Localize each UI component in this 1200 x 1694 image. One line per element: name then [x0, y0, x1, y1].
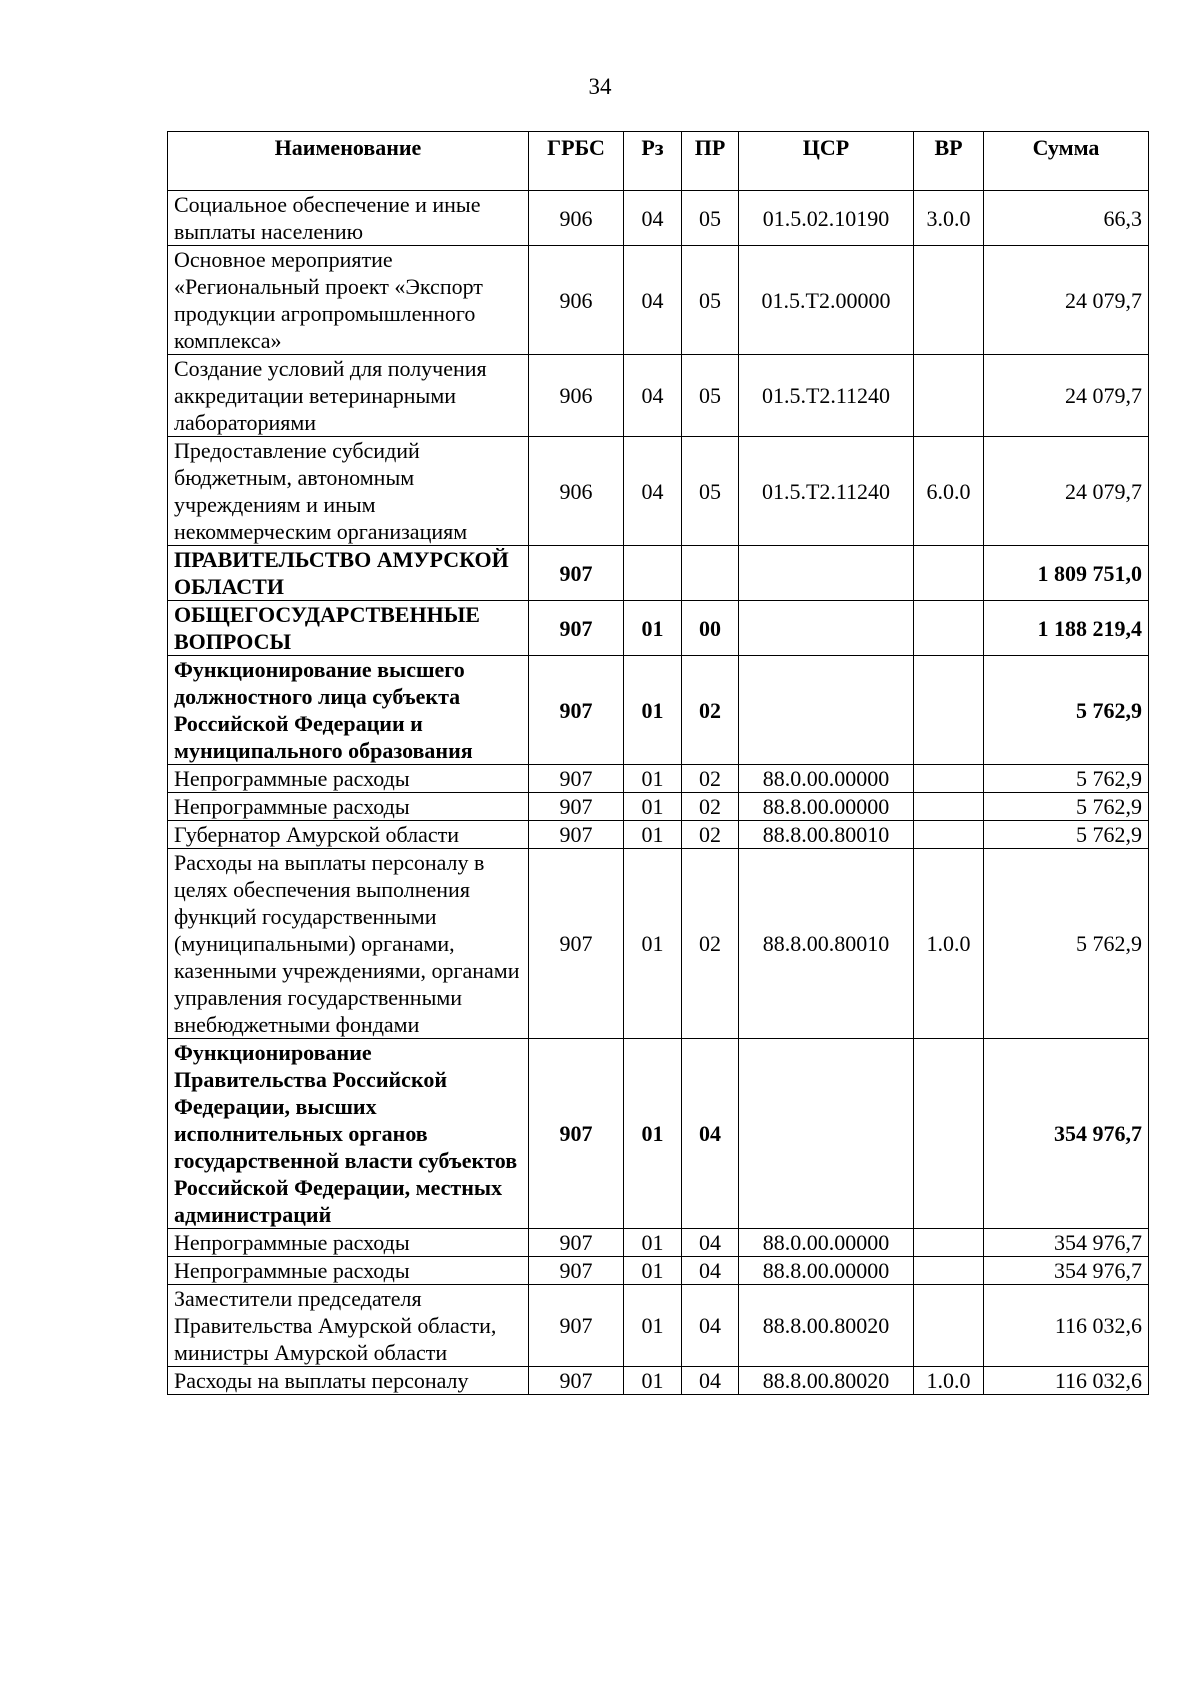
table-row — [168, 1257, 1149, 1285]
row-pr-cell: 02 — [682, 849, 739, 1039]
row-pr-cell: 02 — [682, 765, 739, 793]
table-row — [168, 793, 1149, 821]
row-grbs-cell: 907 — [529, 1257, 624, 1285]
row-csr-cell — [739, 601, 914, 656]
row-rz-cell: 01 — [624, 765, 682, 793]
row-vr-cell — [914, 1257, 984, 1285]
row-name-cell: Непрограммные расходы — [168, 1229, 529, 1257]
row-csr-cell: 88.8.00.00000 — [739, 793, 914, 821]
table-row — [168, 765, 1149, 793]
row-pr-cell: 04 — [682, 1257, 739, 1285]
row-rz-cell: 04 — [624, 191, 682, 246]
row-grbs-cell: 907 — [529, 849, 624, 1039]
row-grbs-cell: 907 — [529, 1285, 624, 1367]
row-grbs-cell: 906 — [529, 246, 624, 355]
row-pr-cell: 05 — [682, 246, 739, 355]
row-name-cell: Предоставление субсидий бюджетным, автономным учреждениям и иным некоммерческим организациям — [168, 437, 529, 546]
table-row — [168, 601, 1149, 656]
row-rz-cell: 01 — [624, 1285, 682, 1367]
row-vr-cell: 3.0.0 — [914, 191, 984, 246]
row-name-cell: Непрограммные расходы — [168, 1257, 529, 1285]
row-pr-cell: 00 — [682, 601, 739, 656]
row-sum-cell: 5 762,9 — [984, 849, 1149, 1039]
row-vr-cell — [914, 1229, 984, 1257]
table-header-row — [168, 132, 1149, 191]
row-pr-cell: 02 — [682, 793, 739, 821]
row-pr-cell: 04 — [682, 1039, 739, 1229]
column-header-pr: ПР — [682, 132, 739, 191]
column-header-sum: Сумма — [984, 132, 1149, 191]
row-grbs-cell: 906 — [529, 355, 624, 437]
row-grbs-cell: 907 — [529, 601, 624, 656]
row-vr-cell — [914, 765, 984, 793]
row-pr-cell: 05 — [682, 355, 739, 437]
row-sum-cell: 1 188 219,4 — [984, 601, 1149, 656]
row-rz-cell: 01 — [624, 1039, 682, 1229]
row-grbs-cell: 907 — [529, 1039, 624, 1229]
row-grbs-cell: 907 — [529, 1229, 624, 1257]
table-body — [168, 191, 1149, 1395]
table-row — [168, 546, 1149, 601]
column-header-csr: ЦСР — [739, 132, 914, 191]
row-pr-cell: 05 — [682, 191, 739, 246]
table-row — [168, 849, 1149, 1039]
table-row — [168, 656, 1149, 765]
row-grbs-cell: 907 — [529, 793, 624, 821]
row-rz-cell: 01 — [624, 1367, 682, 1395]
row-sum-cell: 5 762,9 — [984, 765, 1149, 793]
table-row — [168, 1285, 1149, 1367]
row-csr-cell: 88.8.00.00000 — [739, 1257, 914, 1285]
row-csr-cell — [739, 1039, 914, 1229]
row-rz-cell: 01 — [624, 1257, 682, 1285]
row-csr-cell: 88.0.00.00000 — [739, 1229, 914, 1257]
row-rz-cell: 01 — [624, 793, 682, 821]
budget-table — [167, 131, 1149, 1395]
table-row — [168, 437, 1149, 546]
row-pr-cell — [682, 546, 739, 601]
table-row — [168, 355, 1149, 437]
row-vr-cell — [914, 601, 984, 656]
row-sum-cell: 5 762,9 — [984, 656, 1149, 765]
row-rz-cell: 01 — [624, 601, 682, 656]
table-row — [168, 821, 1149, 849]
page-number: 34 — [588, 74, 612, 99]
row-name-cell: ПРАВИТЕЛЬСТВО АМУРСКОЙ ОБЛАСТИ — [168, 546, 529, 601]
row-pr-cell: 04 — [682, 1229, 739, 1257]
row-grbs-cell: 907 — [529, 656, 624, 765]
row-vr-cell — [914, 246, 984, 355]
row-name-cell: Расходы на выплаты персоналу — [168, 1367, 529, 1395]
row-name-cell: Расходы на выплаты персоналу в целях обеспечения выполнения функций государственными (муниципальными) органами, казенными учреждениями, органами управления государственными внебюджетными фондами — [168, 849, 529, 1039]
row-pr-cell: 04 — [682, 1367, 739, 1395]
row-sum-cell: 24 079,7 — [984, 355, 1149, 437]
column-header-vr: ВР — [914, 132, 984, 191]
row-vr-cell: 1.0.0 — [914, 849, 984, 1039]
row-csr-cell: 88.0.00.00000 — [739, 765, 914, 793]
row-rz-cell: 04 — [624, 437, 682, 546]
row-vr-cell: 1.0.0 — [914, 1367, 984, 1395]
row-sum-cell: 354 976,7 — [984, 1257, 1149, 1285]
row-name-cell: Основное мероприятие «Региональный проект «Экспорт продукции агропромышленного комплекса» — [168, 246, 529, 355]
row-grbs-cell: 907 — [529, 1367, 624, 1395]
row-vr-cell — [914, 821, 984, 849]
row-vr-cell: 6.0.0 — [914, 437, 984, 546]
table-row — [168, 1039, 1149, 1229]
row-rz-cell: 01 — [624, 849, 682, 1039]
row-sum-cell: 5 762,9 — [984, 821, 1149, 849]
column-header-rz: Рз — [624, 132, 682, 191]
row-rz-cell: 01 — [624, 821, 682, 849]
row-sum-cell: 66,3 — [984, 191, 1149, 246]
row-grbs-cell: 907 — [529, 821, 624, 849]
row-name-cell: Непрограммные расходы — [168, 793, 529, 821]
row-sum-cell: 24 079,7 — [984, 437, 1149, 546]
row-csr-cell — [739, 546, 914, 601]
row-rz-cell: 01 — [624, 1229, 682, 1257]
row-vr-cell — [914, 546, 984, 601]
row-vr-cell — [914, 1039, 984, 1229]
row-sum-cell: 5 762,9 — [984, 793, 1149, 821]
row-sum-cell: 1 809 751,0 — [984, 546, 1149, 601]
row-sum-cell: 354 976,7 — [984, 1039, 1149, 1229]
row-sum-cell: 116 032,6 — [984, 1285, 1149, 1367]
row-csr-cell: 88.8.00.80020 — [739, 1367, 914, 1395]
row-sum-cell: 116 032,6 — [984, 1367, 1149, 1395]
row-csr-cell: 88.8.00.80010 — [739, 849, 914, 1039]
row-csr-cell: 01.5.Т2.11240 — [739, 355, 914, 437]
row-vr-cell — [914, 1285, 984, 1367]
row-pr-cell: 02 — [682, 821, 739, 849]
row-csr-cell — [739, 656, 914, 765]
row-pr-cell: 02 — [682, 656, 739, 765]
row-name-cell: Создание условий для получения аккредитации ветеринарными лабораториями — [168, 355, 529, 437]
row-pr-cell: 04 — [682, 1285, 739, 1367]
row-csr-cell: 01.5.Т2.00000 — [739, 246, 914, 355]
row-grbs-cell: 907 — [529, 765, 624, 793]
row-grbs-cell: 907 — [529, 546, 624, 601]
row-pr-cell: 05 — [682, 437, 739, 546]
row-csr-cell: 01.5.Т2.11240 — [739, 437, 914, 546]
row-sum-cell: 354 976,7 — [984, 1229, 1149, 1257]
row-csr-cell: 01.5.02.10190 — [739, 191, 914, 246]
row-rz-cell: 01 — [624, 656, 682, 765]
row-vr-cell — [914, 656, 984, 765]
table-row — [168, 191, 1149, 246]
table-row — [168, 1229, 1149, 1257]
row-rz-cell — [624, 546, 682, 601]
row-vr-cell — [914, 355, 984, 437]
row-name-cell: Заместители председателя Правительства Амурской области, министры Амурской области — [168, 1285, 529, 1367]
row-vr-cell — [914, 793, 984, 821]
row-name-cell: ОБЩЕГОСУДАРСТВЕННЫЕ ВОПРОСЫ — [168, 601, 529, 656]
row-rz-cell: 04 — [624, 355, 682, 437]
row-sum-cell: 24 079,7 — [984, 246, 1149, 355]
row-csr-cell: 88.8.00.80020 — [739, 1285, 914, 1367]
row-rz-cell: 04 — [624, 246, 682, 355]
row-csr-cell: 88.8.00.80010 — [739, 821, 914, 849]
row-name-cell: Социальное обеспечение и иные выплаты населению — [168, 191, 529, 246]
row-grbs-cell: 906 — [529, 191, 624, 246]
table-row — [168, 246, 1149, 355]
row-name-cell: Непрограммные расходы — [168, 765, 529, 793]
column-header-name: Наименование — [168, 132, 529, 191]
row-name-cell: Функционирование Правительства Российской Федерации, высших исполнительных органов государственной власти субъектов Российской Федерации, местных администраций — [168, 1039, 529, 1229]
table-row — [168, 1367, 1149, 1395]
row-grbs-cell: 906 — [529, 437, 624, 546]
row-name-cell: Губернатор Амурской области — [168, 821, 529, 849]
row-name-cell: Функционирование высшего должностного лица субъекта Российской Федерации и муниципального образования — [168, 656, 529, 765]
column-header-grbs: ГРБС — [529, 132, 624, 191]
